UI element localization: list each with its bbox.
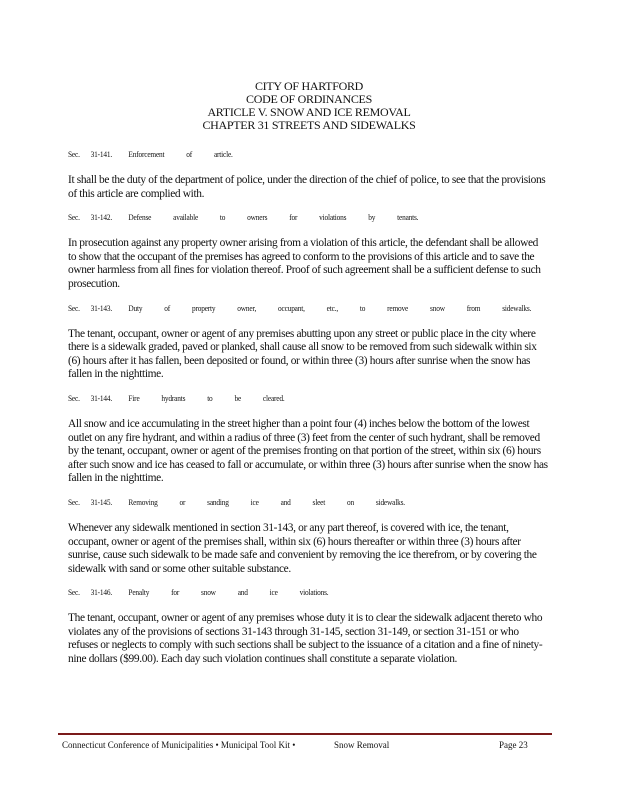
footer-publisher: Connecticut Conference of Municipalities • Municipal Tool Kit • [62,740,296,750]
section-31-144 [68,394,548,486]
section-number: 31-144. [90,393,113,403]
section-title: Removing or sanding ice and sleet on sidewalks. [128,497,405,507]
section-number: 31-143. [90,303,113,313]
section-body: All snow and ice accumulating in the street higher than a point four (4) inches below the bottom of the lowest outlet on any fire hydrant, and within a radius of three (3) feet from the center of such hydrant, shall be removed by the tenant, occupant, owner or agent of the premises fronting on that portion of the street, within six (6) hours after such snow and ice has ceased to fall or accumulate, or within three (3) hours after sunrise when the snow has fallen in the nighttime. [68,417,548,485]
section-prefix: Sec. [68,588,80,598]
section-number: 31-146. [90,588,113,598]
section-prefix: Sec. [68,150,80,159]
section-31-146 [68,588,548,666]
header-city: CITY OF HARTFORD [254,79,364,93]
section-number: 31-142. [90,213,113,223]
section-31-145 [68,498,548,576]
section-heading [68,213,510,223]
section-body: Whenever any sidewalk mentioned in section 31-143, or any part thereof, is covered with ice, the tenant, occupant, owner or agent of the premises shall, within six (6) hours thereafter or within three (3) hours after sunrise, cause such sidewalk to be made safe and convenient by removing the ice therefrom, or by covering the sidewalk with sand or some other suitable substance. [68,521,537,575]
footer-rule [58,733,552,735]
section-body: In prosecution against any property owner arising from a violation of this article, the defendant shall be allowed to show that the occupant of the premises has agreed to conform to the provisions of this article and to save the owner harmless from all fines for violation thereof. Proof of such agreement shall be a sufficient defense to such prosecution. [68,237,541,290]
section-body: The tenant, occupant, owner or agent of any premises whose duty it is to clear the sidewalk adjacent thereto who violates any of the provisions of sections 31-143 through 31-145, section 31-149, or section 31-151 or who refuses or neglects to comply with such sections shall be subject to the issuance of a citation and a fine of ninety-nine dollars ($99.00). Each day such violation continues shall constitute a separate violation. [68,612,543,666]
section-body: The tenant, occupant, owner or agent of any premises abutting upon any street or public place in the city where there is a sidewalk graded, paved or planked, shall cause all snow to be removed from such sidewalk within six (6) hours after it has fallen, been deposited or found, or within three (3) hours after sunrise when the snow has fallen in the nighttime. [68,327,537,381]
section-31-142 [68,213,548,291]
header-article: ARTICLE V. SNOW AND ICE REMOVAL [207,105,411,119]
section-prefix: Sec. [68,497,80,507]
page-number: Page 23 [499,740,528,750]
header-code: CODE OF ORDINANCES [246,92,372,106]
section-title: Duty of property owner, occupant, etc., to remove snow from sidewalks. [128,303,532,313]
section-prefix: Sec. [68,213,80,223]
section-title: Fire hydrants to be cleared. [128,393,285,403]
sections-list [68,150,548,679]
section-title: Enforcement of article. [128,150,233,159]
header-chapter: CHAPTER 31 STREETS AND SIDEWALKS [202,118,416,132]
section-heading [68,588,510,598]
document-header [0,80,618,132]
section-body: It shall be the duty of the department of police, under the direction of the chief of police, to see that the provisions of this article are complied with. [68,174,546,200]
section-heading [68,150,510,160]
section-heading [68,498,510,508]
section-number: 31-145. [90,497,113,507]
section-heading [68,394,510,404]
section-title: Defense available to owners for violations by tenants. [128,213,419,223]
section-heading [68,303,532,314]
section-number: 31-141. [90,150,113,159]
section-31-143 [68,304,548,382]
section-title: Penalty for snow and ice violations. [128,588,329,598]
footer-topic: Snow Removal [334,740,390,750]
section-prefix: Sec. [68,303,80,313]
section-prefix: Sec. [68,393,80,403]
section-31-141 [68,150,548,201]
